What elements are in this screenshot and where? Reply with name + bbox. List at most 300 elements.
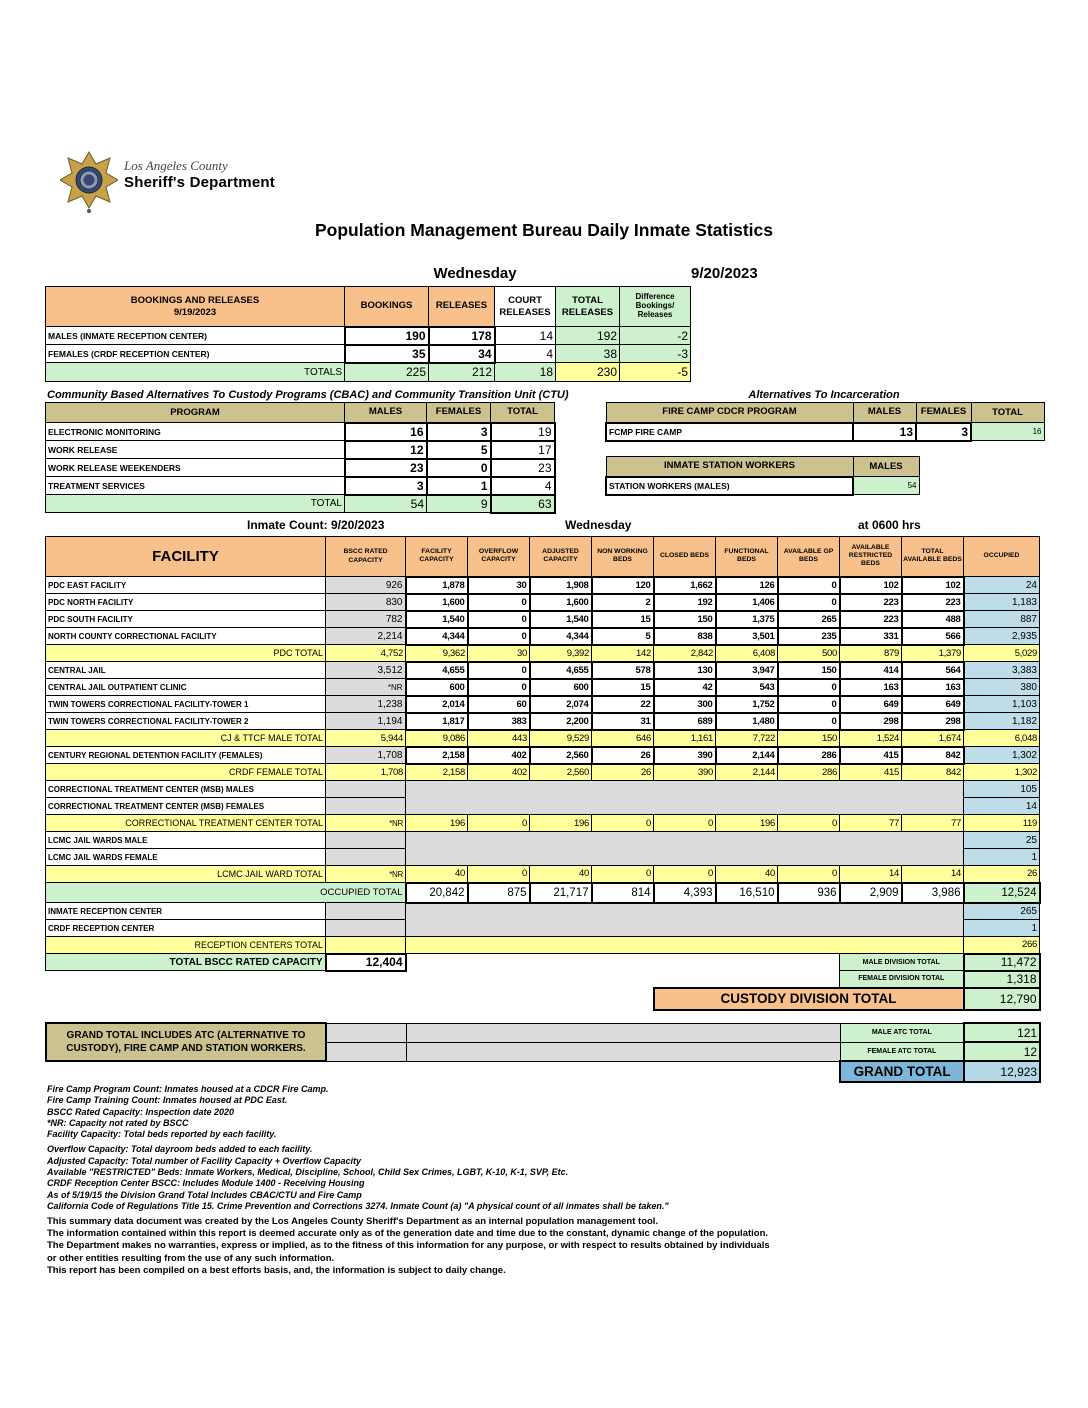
value-cell: 178 <box>429 327 495 345</box>
value-cell: 0 <box>778 815 840 832</box>
value-cell: -5 <box>620 363 691 382</box>
blank-cell <box>406 1023 840 1042</box>
value-cell: 63 <box>491 495 555 513</box>
value-cell: 190 <box>345 327 429 345</box>
footnote-line: Facility Capacity: Total beds reported by each facility. <box>47 1129 277 1140</box>
totals-label: TOTAL <box>46 495 345 513</box>
bookings-totals-row <box>46 363 691 382</box>
value-cell: 600 <box>406 679 468 696</box>
value-cell: 286 <box>778 764 840 781</box>
value-cell: 23 <box>491 459 555 477</box>
bscc-cell: 830 <box>326 594 406 611</box>
value-cell: 1,540 <box>406 611 468 628</box>
occupied-cell: 105 <box>964 781 1040 798</box>
occupied-cell: 1,182 <box>964 713 1040 730</box>
summary-row <box>46 954 1040 971</box>
facility-name-cell: CORRECTIONAL TREATMENT CENTER (MSB) FEMALES <box>46 798 326 815</box>
cbac-header-row <box>46 403 555 423</box>
fire-camp-row <box>606 423 1044 441</box>
value-cell: 383 <box>468 713 530 730</box>
summary-row <box>46 971 1040 988</box>
value-cell: 0 <box>654 866 716 883</box>
column-header: TOTAL RELEASES <box>556 287 620 327</box>
row-label: FEMALES (CRDF RECEPTION CENTER) <box>46 345 345 363</box>
column-header: AVAILABLE GP BEDS <box>778 537 840 577</box>
subtotal-row <box>46 866 1040 883</box>
value-cell: 3,947 <box>716 662 778 679</box>
value-cell: 331 <box>840 628 902 645</box>
value-cell: 17 <box>491 441 555 459</box>
value-cell: 2,074 <box>530 696 592 713</box>
occupied-cell: 5,029 <box>964 645 1040 662</box>
value-cell: 2,158 <box>406 747 468 764</box>
station-workers-header: INMATE STATION WORKERS <box>606 457 853 477</box>
value-cell: 0 <box>592 866 654 883</box>
value-cell: 16,510 <box>716 883 778 903</box>
row-label: ELECTRONIC MONITORING <box>46 423 345 441</box>
value-cell: 14 <box>902 866 964 883</box>
value-cell: 142 <box>592 645 654 662</box>
station-workers-table <box>605 456 920 496</box>
value-cell: 838 <box>654 628 716 645</box>
footnote-line: California Code of Regulations Title 15. Crime Prevention and Corrections 3274. Inmate Count (a) "A physical count of all inmates shall be taken." <box>47 1200 669 1211</box>
value-cell: 646 <box>592 730 654 747</box>
bscc-cell: *NR <box>326 679 406 696</box>
spacer <box>46 1061 840 1082</box>
agency-name-label: Sheriff's Department <box>124 174 275 191</box>
value-cell: 223 <box>840 611 902 628</box>
value-cell: 23 <box>345 459 427 477</box>
bookings-title-cell <box>46 287 345 327</box>
column-header: FUNCTIONAL BEDS <box>716 537 778 577</box>
cbac-title: Community Based Alternatives To Custody Programs (CBAC) and Community Transition Unit (CTU) <box>47 389 569 401</box>
value-cell: 488 <box>902 611 964 628</box>
page-title: Population Management Bureau Daily Inmate Statistics <box>314 220 774 240</box>
value-cell: 298 <box>840 713 902 730</box>
subtotal-label: CORRECTIONAL TREATMENT CENTER TOTAL <box>46 815 326 832</box>
value-cell: 38 <box>556 345 620 363</box>
value-cell: 12 <box>345 441 427 459</box>
bscc-cell <box>326 920 406 937</box>
subtotal-label: RECEPTION CENTERS TOTAL <box>46 937 326 954</box>
value-cell: 235 <box>778 628 840 645</box>
footnote-line: BSCC Rated Capacity: Inspection date 2020 <box>47 1106 235 1117</box>
value-cell: 1,600 <box>530 594 592 611</box>
report-weekday: Wednesday <box>433 265 517 282</box>
facility-row <box>46 696 1040 713</box>
value-cell: 1,708 <box>326 764 406 781</box>
value-cell: 6,408 <box>716 645 778 662</box>
cbac-row <box>46 459 555 477</box>
column-header: Difference Bookings/ Releases <box>620 287 691 327</box>
value-cell: 22 <box>592 696 654 713</box>
value-cell: 3 <box>916 423 971 441</box>
value-cell: 19 <box>491 423 555 441</box>
value-cell: 150 <box>654 611 716 628</box>
subtotal-row <box>46 645 1040 662</box>
value-cell: 21,717 <box>530 883 592 903</box>
footnote-line: *NR: Capacity not rated by BSCC <box>47 1117 189 1128</box>
value-cell: 4,752 <box>326 645 406 662</box>
value-cell: 225 <box>345 363 429 382</box>
occupied-cell: 6,048 <box>964 730 1040 747</box>
value-cell: 1,600 <box>406 594 468 611</box>
male-atc-value: 121 <box>964 1023 1040 1042</box>
column-header: FEMALES <box>916 403 971 423</box>
value-cell: 212 <box>429 363 495 382</box>
value-cell: 102 <box>840 577 902 594</box>
footnote-line: Overflow Capacity: Total dayroom beds added to each facility. <box>47 1144 313 1155</box>
disclaimer-line: This report has been compiled on a best efforts basis, and, the information is subject to daily change. <box>47 1264 506 1276</box>
grand-total-note: GRAND TOTAL INCLUDES ATC (ALTERNATIVE TO CUSTODY), FIRE CAMP AND STATION WORKERS. <box>46 1023 326 1061</box>
occupied-cell: 266 <box>964 937 1040 954</box>
occupied-cell: 1,302 <box>964 764 1040 781</box>
value-cell: 7,722 <box>716 730 778 747</box>
value-cell: 0 <box>778 696 840 713</box>
value-cell: 9,086 <box>406 730 468 747</box>
occupied-cell: 1 <box>964 849 1040 866</box>
bscc-cell <box>326 832 406 849</box>
value-cell: 26 <box>592 764 654 781</box>
value-cell: 1,752 <box>716 696 778 713</box>
footnote-line: CRDF Reception Center BSCC: Includes Module 1400 - Receiving Housing <box>47 1178 365 1189</box>
male-division-label: MALE DIVISION TOTAL <box>840 954 964 971</box>
column-header: BOOKINGS <box>345 287 429 327</box>
value-cell: 163 <box>840 679 902 696</box>
facility-name-cell: TWIN TOWERS CORRECTIONAL FACILITY-TOWER 2 <box>46 713 326 730</box>
column-header: CLOSED BEDS <box>654 537 716 577</box>
value-cell: 230 <box>556 363 620 382</box>
value-cell: 1,524 <box>840 730 902 747</box>
facility-row <box>46 903 1040 920</box>
bscc-cell <box>326 798 406 815</box>
station-workers-row <box>606 477 919 495</box>
value-cell: 300 <box>654 696 716 713</box>
facility-name-cell: LCMC JAIL WARDS FEMALE <box>46 849 326 866</box>
occupied-total-label: OCCUPIED TOTAL <box>46 883 406 903</box>
value-cell: 4,344 <box>406 628 468 645</box>
value-cell: 2,014 <box>406 696 468 713</box>
column-header: OVERFLOW CAPACITY <box>468 537 530 577</box>
value-cell: 130 <box>654 662 716 679</box>
column-header: NON WORKING BEDS <box>592 537 654 577</box>
value-cell: 18 <box>495 363 556 382</box>
value-cell: 196 <box>406 815 468 832</box>
value-cell: 689 <box>654 713 716 730</box>
value-cell: 77 <box>840 815 902 832</box>
value-cell: 15 <box>592 611 654 628</box>
footnote-line: Fire Camp Training Count: Inmates housed at PDC East. <box>47 1095 288 1106</box>
value-cell: 390 <box>654 747 716 764</box>
facility-name-cell: CENTRAL JAIL OUTPATIENT CLINIC <box>46 679 326 696</box>
value-cell: 649 <box>840 696 902 713</box>
not-applicable-cell <box>406 903 964 937</box>
value-cell: 1,662 <box>654 577 716 594</box>
value-cell: 1,540 <box>530 611 592 628</box>
column-header: BSCC RATED CAPACITY <box>326 537 406 577</box>
bscc-cell <box>326 903 406 920</box>
value-cell: 20,842 <box>406 883 468 903</box>
facility-row <box>46 781 1040 798</box>
value-cell: 15 <box>592 679 654 696</box>
occupied-cell: 380 <box>964 679 1040 696</box>
value-cell: 1,908 <box>530 577 592 594</box>
row-label: FCMP FIRE CAMP <box>606 423 853 441</box>
occupied-cell: 265 <box>964 903 1040 920</box>
value-cell: 4,344 <box>530 628 592 645</box>
facility-name-cell: CORRECTIONAL TREATMENT CENTER (MSB) MALES <box>46 781 326 798</box>
occupied-cell: 14 <box>964 798 1040 815</box>
bookings-row-females <box>46 345 691 363</box>
totals-label: TOTALS <box>46 363 345 382</box>
value-cell: 35 <box>345 345 429 363</box>
cbac-totals-row <box>46 495 555 513</box>
male-atc-label: MALE ATC TOTAL <box>840 1023 964 1042</box>
facility-name-cell: NORTH COUNTY CORRECTIONAL FACILITY <box>46 628 326 645</box>
column-header: FACILITY <box>46 537 326 577</box>
value-cell: 192 <box>654 594 716 611</box>
value-cell: 30 <box>468 577 530 594</box>
value-cell: 54 <box>345 495 427 513</box>
bscc-cell: 926 <box>326 577 406 594</box>
ati-title: Alternatives To Incarceration <box>748 389 900 401</box>
value-cell: 2,560 <box>530 747 592 764</box>
footnote-line: Available "RESTRICTED" Beds: Inmate Workers, Medical, Discipline, School, Child Sex Crimes, LGBT, K-10, K-1, SVP, Etc. <box>47 1167 569 1178</box>
value-cell: 298 <box>902 713 964 730</box>
value-cell: 0 <box>468 628 530 645</box>
bookings-header-row <box>46 287 691 327</box>
value-cell: 814 <box>592 883 654 903</box>
subtotal-row <box>46 764 1040 781</box>
value-cell: 0 <box>654 815 716 832</box>
facility-name-cell: CENTURY REGIONAL DETENTION FACILITY (FEMALES) <box>46 747 326 764</box>
value-cell: 842 <box>902 764 964 781</box>
bookings-table <box>45 286 691 382</box>
value-cell: 1,379 <box>902 645 964 662</box>
value-cell: 26 <box>592 747 654 764</box>
bookings-row-males <box>46 327 691 345</box>
value-cell: 1,480 <box>716 713 778 730</box>
row-label: TREATMENT SERVICES <box>46 477 345 495</box>
value-cell: 163 <box>902 679 964 696</box>
value-cell: 150 <box>778 662 840 679</box>
value-cell: 3 <box>427 423 491 441</box>
bookings-title: BOOKINGS AND RELEASES <box>130 294 260 306</box>
subtotal-row <box>46 730 1040 747</box>
value-cell: 126 <box>716 577 778 594</box>
value-cell: 9,529 <box>530 730 592 747</box>
footnote-line: As of 5/19/15 the Division Grand Total Includes CBAC/CTU and Fire Camp <box>47 1189 362 1200</box>
value-cell: 223 <box>840 594 902 611</box>
value-cell: 0 <box>778 594 840 611</box>
column-header: FEMALES <box>427 403 491 423</box>
value-cell: 0 <box>468 662 530 679</box>
value-cell: 5,944 <box>326 730 406 747</box>
occupied-cell: 2,935 <box>964 628 1040 645</box>
value-cell: 1,375 <box>716 611 778 628</box>
value-cell: 936 <box>778 883 840 903</box>
value-cell: 9,392 <box>530 645 592 662</box>
cbac-row <box>46 477 555 495</box>
female-division-value: 1,318 <box>964 971 1040 988</box>
value-cell: -2 <box>620 327 691 345</box>
subtotal-label: CRDF FEMALE TOTAL <box>46 764 326 781</box>
facility-table <box>45 536 1041 1011</box>
footnote-line: Fire Camp Program Count: Inmates housed at a CDCR Fire Camp. <box>47 1084 329 1094</box>
value-cell: 402 <box>468 764 530 781</box>
column-header: MALES <box>345 403 427 423</box>
column-header: AVAILABLE RESTRICTED BEDS <box>840 537 902 577</box>
value-cell: 2,200 <box>530 713 592 730</box>
subtotal-label: CJ & TTCF MALE TOTAL <box>46 730 326 747</box>
column-header: TOTAL <box>971 403 1044 423</box>
total-bscc-label: TOTAL BSCC RATED CAPACITY <box>46 954 326 971</box>
value-cell: 77 <box>902 815 964 832</box>
value-cell: 402 <box>468 747 530 764</box>
male-division-value: 11,472 <box>964 954 1040 971</box>
bscc-cell <box>326 781 406 798</box>
row-label: MALES (INMATE RECEPTION CENTER) <box>46 327 345 345</box>
value-cell: 875 <box>468 883 530 903</box>
value-cell: 196 <box>716 815 778 832</box>
value-cell: 1,161 <box>654 730 716 747</box>
occupied-total-row <box>46 883 1040 903</box>
value-cell: 543 <box>716 679 778 696</box>
facility-name-cell: CRDF RECEPTION CENTER <box>46 920 326 937</box>
female-atc-value: 12 <box>964 1042 1040 1061</box>
occupied-cell: 24 <box>964 577 1040 594</box>
occupied-cell: 25 <box>964 832 1040 849</box>
value-cell: 500 <box>778 645 840 662</box>
summary-row <box>46 988 1040 1010</box>
column-header: OCCUPIED <box>964 537 1040 577</box>
bookings-date: 9/19/2023 <box>173 306 217 318</box>
value-cell: 2,144 <box>716 747 778 764</box>
value-cell: 5 <box>592 628 654 645</box>
value-cell: 0 <box>468 594 530 611</box>
row-label: STATION WORKERS (MALES) <box>606 477 853 495</box>
occupied-cell: 26 <box>964 866 1040 883</box>
bscc-cell: 3,512 <box>326 662 406 679</box>
subtotal-label: LCMC JAIL WARD TOTAL <box>46 866 326 883</box>
not-applicable-cell <box>406 781 964 815</box>
bscc-cell: 1,238 <box>326 696 406 713</box>
facility-name-cell: PDC EAST FACILITY <box>46 577 326 594</box>
value-cell: 120 <box>592 577 654 594</box>
value-cell: 578 <box>592 662 654 679</box>
value-cell: 14 <box>840 866 902 883</box>
value-cell: 60 <box>468 696 530 713</box>
value-cell: 1,674 <box>902 730 964 747</box>
blank-cell <box>326 1023 406 1042</box>
value-cell: 2,560 <box>530 764 592 781</box>
value-cell: 150 <box>778 730 840 747</box>
sheriff-star-icon <box>60 150 118 214</box>
facility-name-cell: LCMC JAIL WARDS MALE <box>46 832 326 849</box>
facility-name-cell: PDC SOUTH FACILITY <box>46 611 326 628</box>
value-cell: 196 <box>530 815 592 832</box>
cbac-table <box>45 402 556 514</box>
column-header: RELEASES <box>429 287 495 327</box>
column-header: TOTAL AVAILABLE BEDS <box>902 537 964 577</box>
bscc-cell: 782 <box>326 611 406 628</box>
female-atc-label: FEMALE ATC TOTAL <box>840 1042 964 1061</box>
occupied-cell: 1,103 <box>964 696 1040 713</box>
value-cell: -3 <box>620 345 691 363</box>
value-cell: 879 <box>840 645 902 662</box>
value-cell: 40 <box>406 866 468 883</box>
inmate-count-label: Inmate Count: 9/20/2023 <box>247 518 385 532</box>
column-header: MALES <box>853 403 916 423</box>
value-cell: 34 <box>429 345 495 363</box>
custody-division-label: CUSTODY DIVISION TOTAL <box>654 988 964 1010</box>
spacer <box>406 954 840 971</box>
value-cell: 415 <box>840 764 902 781</box>
footnote-line: Adjusted Capacity: Total number of Facility Capacity + Overflow Capacity <box>47 1155 361 1166</box>
value-cell: 1,406 <box>716 594 778 611</box>
grand-total-label: GRAND TOTAL <box>840 1061 964 1082</box>
agency-county-label: Los Angeles County <box>124 158 228 173</box>
fire-camp-header-row <box>606 403 1044 423</box>
value-cell: 9,362 <box>406 645 468 662</box>
fire-camp-header: FIRE CAMP CDCR PROGRAM <box>606 403 853 423</box>
facility-row <box>46 594 1040 611</box>
value-cell: 265 <box>778 611 840 628</box>
value-cell: 3,986 <box>902 883 964 903</box>
fire-camp-table <box>605 402 1045 442</box>
value-cell: 3 <box>345 477 427 495</box>
value-cell: 2 <box>592 594 654 611</box>
value-cell: 102 <box>902 577 964 594</box>
value-cell: 0 <box>427 459 491 477</box>
spacer <box>46 971 840 988</box>
column-header: MALES <box>853 457 919 477</box>
value-cell: 223 <box>902 594 964 611</box>
value-cell: 42 <box>654 679 716 696</box>
blank-cell <box>406 1042 840 1061</box>
value-cell: 40 <box>716 866 778 883</box>
facility-name-cell: PDC NORTH FACILITY <box>46 594 326 611</box>
facility-name-cell: TWIN TOWERS CORRECTIONAL FACILITY-TOWER 1 <box>46 696 326 713</box>
value-cell: 0 <box>778 679 840 696</box>
facility-header-row <box>46 537 1040 577</box>
column-header: PROGRAM <box>46 403 345 423</box>
occupied-cell: 119 <box>964 815 1040 832</box>
facility-row <box>46 628 1040 645</box>
occupied-cell: 1,302 <box>964 747 1040 764</box>
value-cell: 5 <box>427 441 491 459</box>
value-cell: 192 <box>556 327 620 345</box>
value-cell: 9 <box>427 495 491 513</box>
value-cell: 390 <box>654 764 716 781</box>
blank-cell <box>326 937 406 954</box>
value-cell: 0 <box>468 611 530 628</box>
value-cell: 4,655 <box>406 662 468 679</box>
value-cell: 2,842 <box>654 645 716 662</box>
value-cell: 414 <box>840 662 902 679</box>
occupied-cell: 12,524 <box>964 883 1040 903</box>
value-cell: *NR <box>326 866 406 883</box>
value-cell: 16 <box>345 423 427 441</box>
grand-total-row <box>46 1023 1040 1042</box>
facility-row <box>46 679 1040 696</box>
custody-division-value: 12,790 <box>964 988 1040 1010</box>
disclaimer <box>47 1216 1027 1277</box>
blank-cell <box>326 1042 406 1061</box>
value-cell: 2,144 <box>716 764 778 781</box>
facility-row <box>46 713 1040 730</box>
inmate-count-weekday: Wednesday <box>565 518 632 532</box>
